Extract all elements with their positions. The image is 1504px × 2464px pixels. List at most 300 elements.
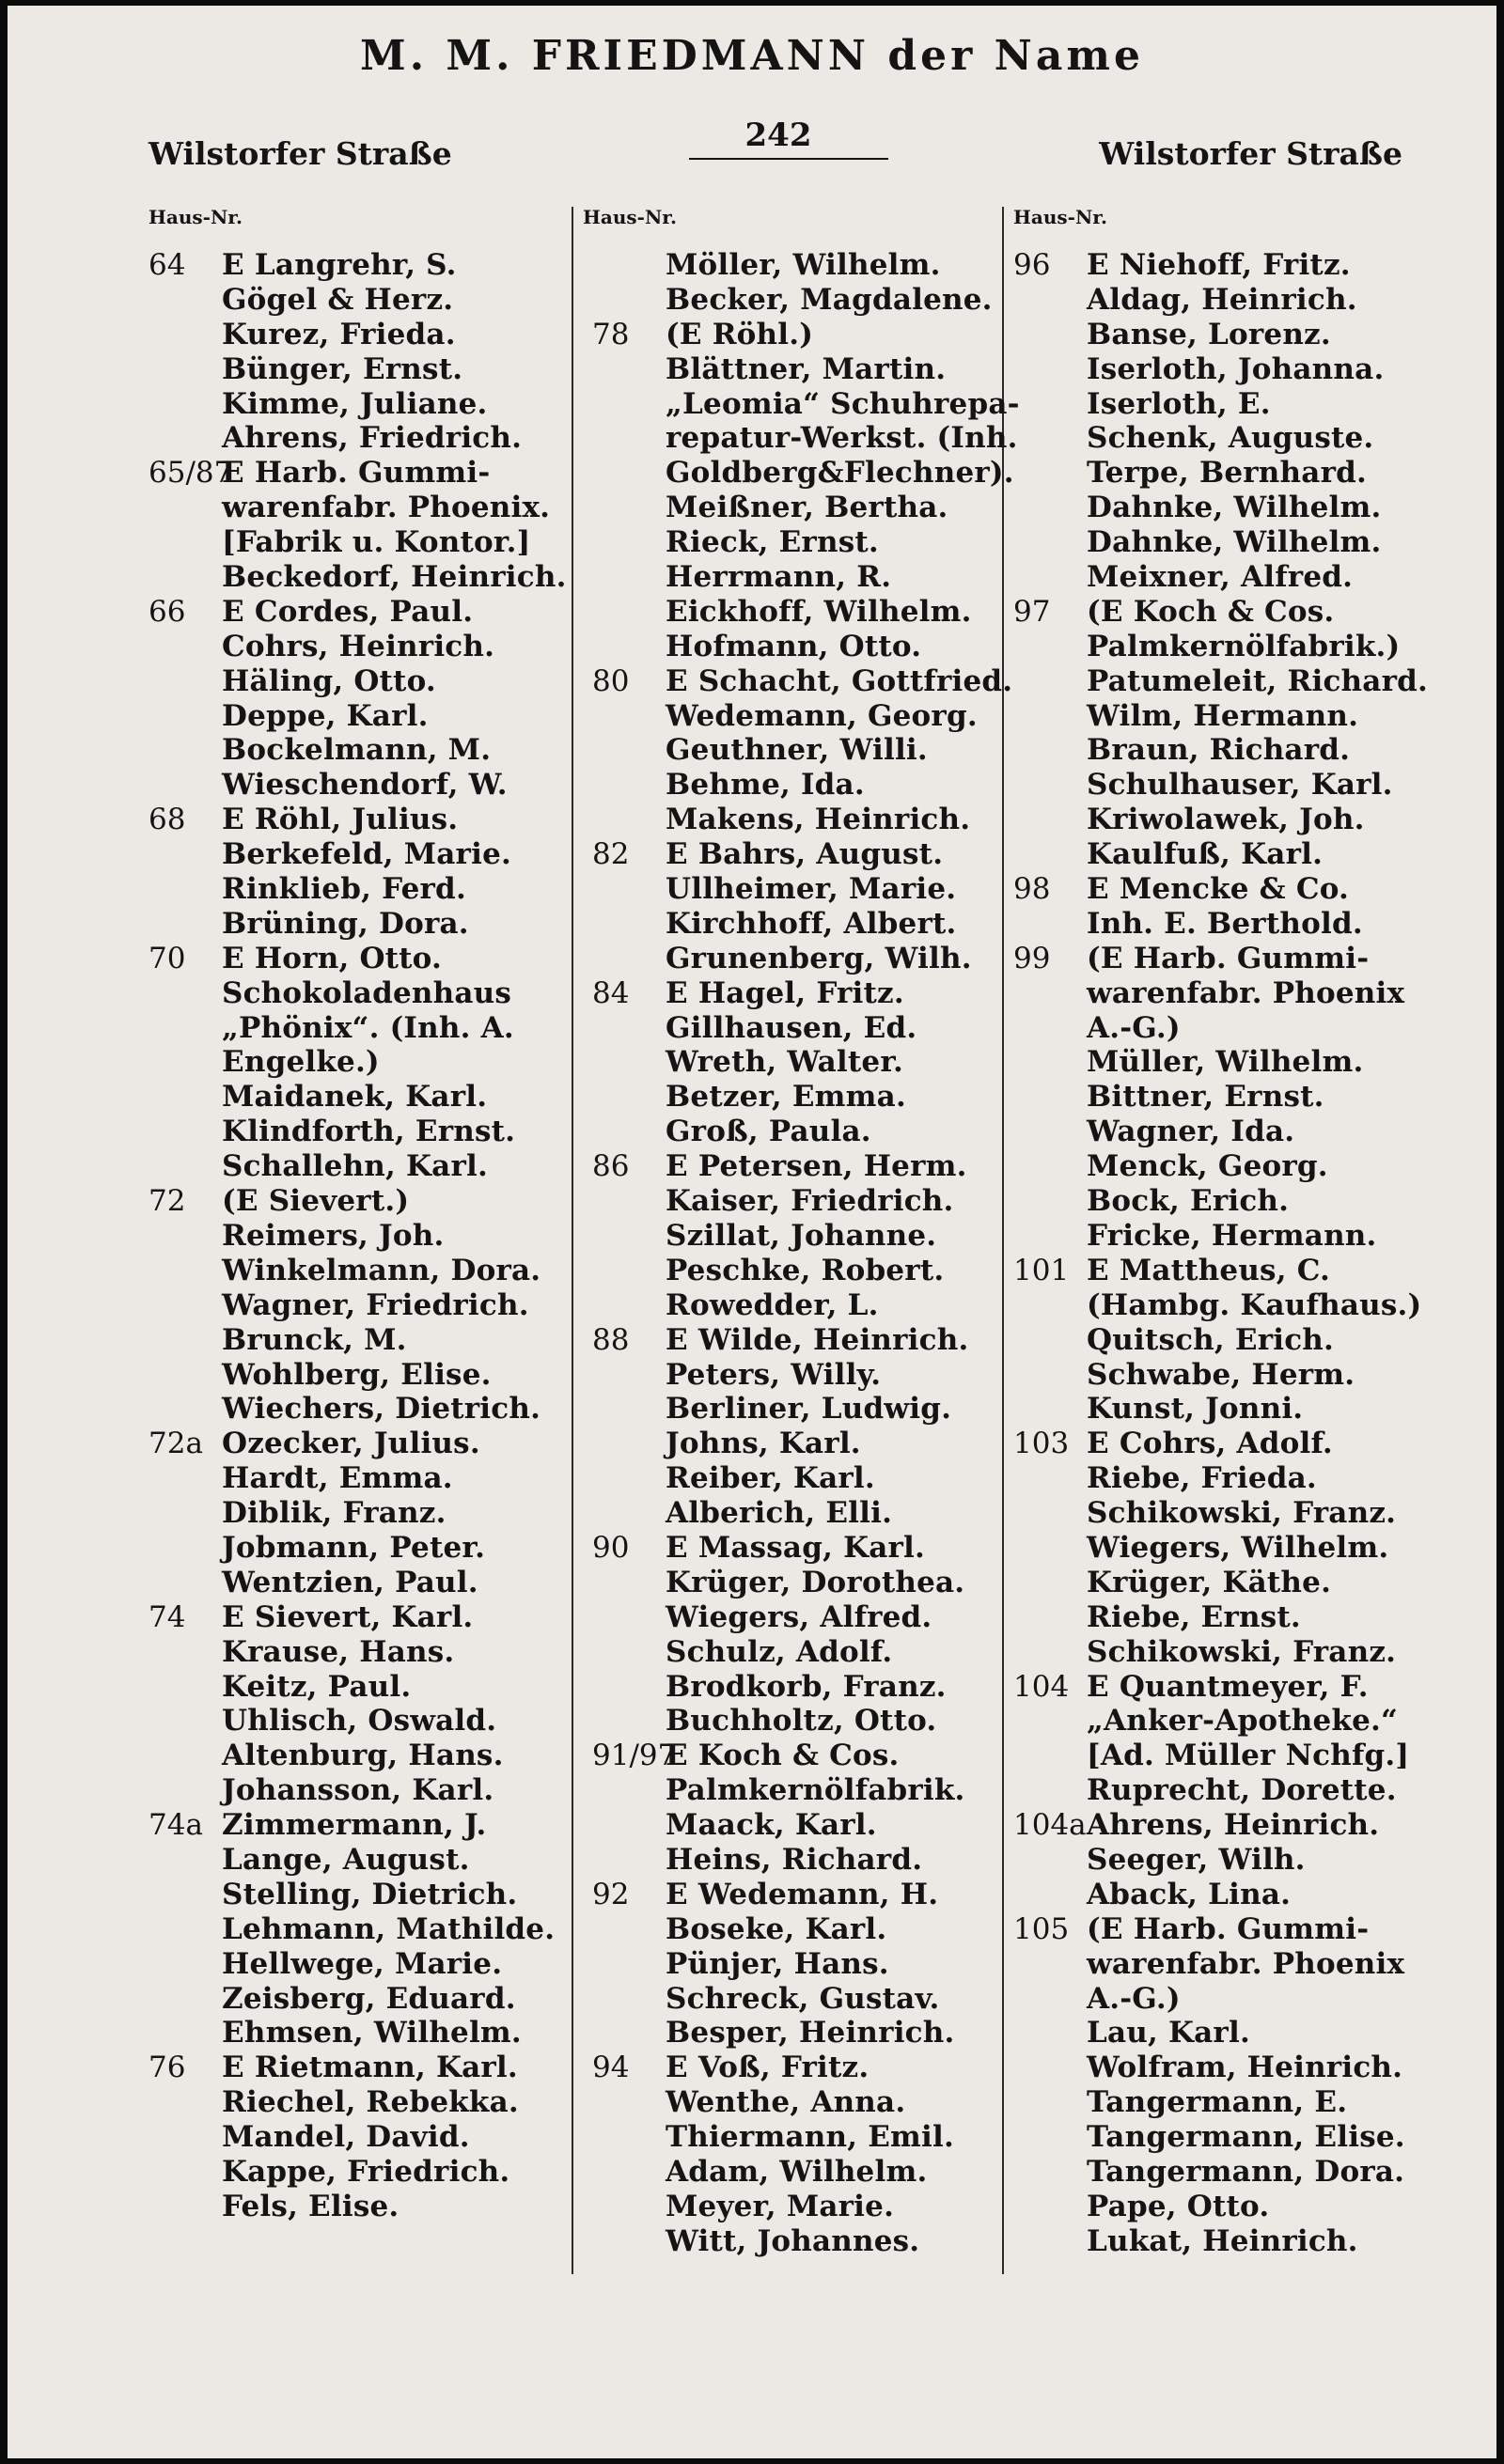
resident-name: Rieck, Ernst.	[666, 525, 879, 560]
directory-entry	[149, 1704, 567, 1739]
house-number: 96	[1013, 248, 1051, 282]
resident-name: Wiegers, Wilhelm.	[1087, 1530, 1389, 1565]
resident-name: Meißner, Bertha.	[666, 491, 948, 525]
directory-entry	[1013, 1358, 1493, 1393]
directory-entry	[592, 768, 996, 803]
resident-name: Quitsch, Erich.	[1087, 1322, 1335, 1357]
resident-name: Aback, Lina.	[1087, 1877, 1292, 1911]
resident-name: Kaiser, Friedrich.	[666, 1184, 954, 1219]
directory-entry	[149, 283, 567, 318]
resident-name: Gögel & Herz.	[222, 282, 454, 317]
resident-name: Beckedorf, Heinrich.	[222, 560, 567, 595]
resident-name: Schulz, Adolf.	[666, 1634, 893, 1669]
resident-name: Boseke, Karl.	[666, 1911, 887, 1946]
directory-entry	[1013, 1149, 1493, 1184]
resident-name: Grunenberg, Wilh.	[666, 941, 972, 975]
resident-name: Johansson, Karl.	[222, 1773, 494, 1808]
resident-name: Betzer, Emma.	[666, 1080, 906, 1115]
resident-name: Heins, Richard.	[666, 1842, 923, 1877]
resident-name: E Quantmeyer, F.	[1087, 1669, 1369, 1704]
resident-name: Geuthner, Willi.	[666, 733, 928, 768]
resident-name: E Koch & Cos.	[666, 1739, 900, 1773]
directory-entry	[149, 699, 567, 734]
directory-entry	[592, 2120, 996, 2155]
resident-name: Ahrens, Heinrich.	[1087, 1808, 1380, 1843]
resident-name: A.-G.)	[1087, 1010, 1181, 1045]
directory-entry	[149, 2155, 567, 2190]
directory-entry	[592, 907, 996, 942]
house-number: 91/97	[592, 1739, 677, 1773]
resident-name: warenfabr. Phoenix	[1087, 1946, 1405, 1981]
resident-name: warenfabr. Phoenix.	[222, 491, 551, 525]
resident-name: E Bahrs, August.	[666, 837, 944, 872]
directory-entry	[1013, 595, 1493, 630]
house-number: 88	[592, 1322, 630, 1357]
directory-entry	[1013, 318, 1493, 352]
directory-entry	[149, 1080, 567, 1115]
resident-name: Wiechers, Dietrich.	[222, 1392, 541, 1427]
directory-entry	[149, 421, 567, 456]
directory-entry	[592, 2224, 996, 2259]
directory-entry	[592, 1045, 996, 1080]
resident-name: Möller, Wilhelm.	[666, 248, 941, 282]
directory-entry	[149, 2190, 567, 2224]
resident-name: Riebe, Ernst.	[1087, 1599, 1301, 1634]
house-number: 66	[149, 594, 186, 629]
resident-name: Witt, Johannes.	[666, 2223, 920, 2258]
resident-name: E Langrehr, S.	[222, 248, 457, 282]
running-head-left: Wilstorfer Straße	[149, 135, 452, 172]
house-number: 72a	[149, 1427, 203, 1461]
directory-entry	[592, 2051, 996, 2085]
resident-name: Schenk, Auguste.	[1087, 421, 1374, 456]
directory-entry	[149, 1739, 567, 1773]
resident-name: Uhlisch, Oswald.	[222, 1704, 497, 1739]
resident-name: Schulhauser, Karl.	[1087, 768, 1393, 803]
directory-entry	[1013, 1670, 1493, 1705]
resident-name: Braun, Richard.	[1087, 733, 1351, 768]
house-number: 74a	[149, 1808, 203, 1843]
directory-entry	[1013, 2155, 1493, 2190]
house-number: 68	[149, 803, 186, 837]
resident-name: A.-G.)	[1087, 1981, 1181, 2016]
resident-name: Diblik, Franz.	[222, 1496, 446, 1531]
resident-name: Brodkorb, Franz.	[666, 1669, 947, 1704]
directory-entry	[1013, 1496, 1493, 1531]
house-number: 103	[1013, 1427, 1070, 1461]
directory-entry	[592, 1288, 996, 1323]
resident-name: Häling, Otto.	[222, 663, 436, 698]
resident-name: Riebe, Frieda.	[1087, 1461, 1317, 1496]
house-number: 101	[1013, 1253, 1070, 1287]
resident-name: Riechel, Rebekka.	[222, 2085, 519, 2120]
directory-entry	[1013, 1427, 1493, 1461]
directory-entry	[592, 456, 1014, 491]
directory-entry	[1013, 1392, 1493, 1427]
directory-entry	[149, 2016, 567, 2051]
directory-entry	[592, 1219, 996, 1254]
resident-name: Meixner, Alfred.	[1087, 560, 1354, 595]
resident-name: Wagner, Friedrich.	[222, 1287, 529, 1322]
directory-entry	[149, 318, 567, 352]
resident-name: Ozecker, Julius.	[222, 1427, 480, 1461]
resident-name: Cohrs, Heinrich.	[222, 629, 495, 663]
resident-name: E Cordes, Paul.	[222, 594, 474, 629]
directory-entry	[1013, 1635, 1493, 1670]
directory-entry	[1013, 2051, 1493, 2085]
directory-entry	[149, 456, 567, 491]
resident-name: Krüger, Dorothea.	[666, 1565, 965, 1599]
resident-name: Ahrens, Friedrich.	[222, 421, 523, 456]
directory-entry	[592, 1358, 996, 1393]
resident-name: Wolfram, Heinrich.	[1087, 2051, 1403, 2085]
house-number: 105	[1013, 1911, 1070, 1946]
house-number: 70	[149, 941, 186, 975]
resident-name: Inh. E. Berthold.	[1087, 906, 1363, 941]
resident-name: (E Röhl.)	[666, 317, 814, 351]
directory-entry	[1013, 1011, 1493, 1046]
house-number: 104	[1013, 1669, 1070, 1704]
directory-entry	[149, 1045, 567, 1080]
directory-entry	[149, 1149, 567, 1184]
resident-name: Ruprecht, Dorette.	[1087, 1773, 1397, 1808]
directory-entry	[149, 1219, 567, 1254]
resident-name: Tangermann, Elise.	[1087, 2120, 1405, 2155]
resident-name: „Phönix“. (Inh. A.	[222, 1010, 514, 1045]
directory-entry	[592, 595, 996, 630]
directory-entry	[592, 352, 996, 387]
resident-name: E Hagel, Fritz.	[666, 975, 904, 1010]
directory-entry	[1013, 768, 1493, 803]
directory-entry	[1013, 1461, 1493, 1496]
resident-name: [Fabrik u. Kontor.]	[222, 525, 531, 560]
directory-entry	[149, 560, 567, 595]
directory-entry	[592, 1392, 996, 1427]
directory-entry	[149, 837, 567, 872]
house-number: 72	[149, 1184, 186, 1219]
resident-name: Wedemann, Georg.	[666, 698, 978, 733]
resident-name: Klindforth, Ernst.	[222, 1115, 516, 1149]
resident-name: Berkefeld, Marie.	[222, 837, 511, 872]
directory-entry	[149, 1288, 567, 1323]
resident-name: Dahnke, Wilhelm.	[1087, 525, 1382, 560]
directory-entry	[149, 1427, 567, 1461]
resident-name: Keitz, Paul.	[222, 1669, 412, 1704]
resident-name: Kappe, Friedrich.	[222, 2154, 510, 2189]
resident-name: Goldberg&Flechner).	[666, 456, 1014, 491]
resident-name: Meyer, Marie.	[666, 2189, 895, 2223]
directory-entry	[149, 1323, 567, 1358]
directory-entry	[1013, 942, 1493, 976]
directory-entry	[1013, 733, 1493, 768]
resident-name: Zimmermann, J.	[222, 1808, 487, 1843]
directory-entry	[1013, 1184, 1493, 1219]
resident-name: Groß, Paula.	[666, 1115, 871, 1149]
directory-entry	[149, 733, 567, 768]
directory-entry	[149, 1531, 567, 1566]
resident-name: Schallehn, Karl.	[222, 1149, 488, 1184]
resident-name: Bock, Erich.	[1087, 1184, 1290, 1219]
resident-name: Maack, Karl.	[666, 1808, 877, 1843]
directory-entry	[149, 387, 567, 422]
resident-name: (Hambg. Kaufhaus.)	[1087, 1287, 1422, 1322]
directory-entry	[149, 664, 567, 699]
directory-page	[8, 6, 1496, 2458]
resident-name: Kunst, Jonni.	[1087, 1392, 1304, 1427]
directory-entry	[149, 1982, 567, 2017]
resident-name: Krüger, Käthe.	[1087, 1565, 1332, 1599]
resident-name: E Petersen, Herm.	[666, 1149, 967, 1184]
directory-entry	[592, 1773, 996, 1808]
directory-entry	[1013, 1947, 1493, 1982]
resident-name: Ehmsen, Wilhelm.	[222, 2016, 522, 2051]
directory-entry	[592, 386, 1020, 422]
directory-entry	[592, 803, 996, 837]
directory-entry	[149, 1635, 567, 1670]
directory-entry	[149, 1184, 567, 1219]
resident-name: Bünger, Ernst.	[222, 351, 463, 386]
directory-entry	[149, 491, 567, 525]
house-number: 82	[592, 837, 630, 872]
column-header: Haus-Nr.	[1013, 206, 1107, 228]
resident-name: Ullheimer, Marie.	[666, 872, 957, 907]
directory-entry	[1013, 2085, 1493, 2120]
resident-name: Alberich, Elli.	[666, 1496, 893, 1531]
resident-name: E Mencke & Co.	[1087, 872, 1350, 907]
resident-name: E Wilde, Heinrich.	[666, 1322, 969, 1357]
directory-entry	[592, 1912, 996, 1947]
directory-entry	[1013, 907, 1493, 942]
resident-name: Hardt, Emma.	[222, 1461, 453, 1496]
house-number: 94	[592, 2051, 630, 2085]
column-left	[149, 248, 567, 2224]
directory-entry	[1013, 630, 1493, 664]
directory-entry	[1013, 456, 1493, 491]
directory-entry	[1013, 2224, 1493, 2259]
directory-entry	[592, 1947, 996, 1982]
directory-entry	[149, 1600, 567, 1635]
house-number: 78	[592, 317, 630, 351]
resident-name: Aldag, Heinrich.	[1087, 282, 1357, 317]
resident-name: Schikowski, Franz.	[1087, 1496, 1397, 1531]
resident-name: E Massag, Karl.	[666, 1530, 926, 1565]
resident-name: Brüning, Dora.	[222, 906, 469, 941]
directory-entry	[592, 1670, 996, 1705]
resident-name: Seeger, Wilh.	[1087, 1842, 1306, 1877]
directory-entry	[149, 1773, 567, 1808]
resident-name: Herrmann, R.	[666, 560, 892, 595]
resident-name: Kirchhoff, Albert.	[666, 906, 957, 941]
directory-entry	[592, 1080, 996, 1115]
resident-name: Adam, Wilhelm.	[666, 2154, 928, 2189]
directory-entry	[592, 421, 1018, 456]
resident-name: [Ad. Müller Nchfg.]	[1087, 1739, 1410, 1773]
resident-name: Kurez, Frieda.	[222, 317, 456, 351]
directory-entry	[149, 1912, 567, 1947]
resident-name: Winkelmann, Dora.	[222, 1253, 541, 1287]
directory-entry	[149, 2120, 567, 2155]
running-head-right: Wilstorfer Straße	[1099, 135, 1402, 172]
house-number: 90	[592, 1530, 630, 1565]
directory-entry	[149, 872, 567, 907]
directory-entry	[1013, 1323, 1493, 1358]
directory-entry	[149, 768, 567, 803]
house-number: 76	[149, 2051, 186, 2085]
directory-entry	[1013, 1773, 1493, 1808]
directory-entry	[592, 1323, 996, 1358]
resident-name: warenfabr. Phoenix	[1087, 975, 1405, 1010]
resident-name: Buchholtz, Otto.	[666, 1704, 937, 1739]
directory-entry	[1013, 1808, 1493, 1843]
resident-name: Hofmann, Otto.	[666, 629, 922, 663]
resident-name: E Schacht, Gottfried.	[666, 663, 1013, 698]
directory-entry	[592, 1149, 996, 1184]
directory-entry	[149, 1808, 567, 1843]
resident-name: Pünjer, Hans.	[666, 1946, 889, 1981]
directory-entry	[592, 1600, 996, 1635]
resident-name: Kaulfuß, Karl.	[1087, 837, 1324, 872]
directory-entry	[149, 595, 567, 630]
resident-name: Banse, Lorenz.	[1087, 317, 1331, 351]
directory-entry	[592, 1461, 996, 1496]
resident-name: Kimme, Juliane.	[222, 386, 488, 421]
directory-entry	[1013, 1115, 1493, 1149]
directory-entry	[1013, 421, 1493, 456]
directory-entry	[592, 1427, 996, 1461]
house-number: 80	[592, 663, 630, 698]
directory-entry	[1013, 283, 1493, 318]
directory-entry	[149, 1254, 567, 1288]
directory-entry	[1013, 1982, 1493, 2017]
resident-name: Palmkernölfabrik.	[666, 1773, 965, 1808]
resident-name: Schreck, Gustav.	[666, 1981, 940, 2016]
resident-name: Wagner, Ida.	[1087, 1115, 1295, 1149]
resident-name: Rinklieb, Ferd.	[222, 872, 466, 907]
directory-entry	[592, 1982, 996, 2017]
resident-name: (E Sievert.)	[222, 1184, 410, 1219]
resident-name: Zeisberg, Eduard.	[222, 1981, 516, 2016]
resident-name: Iserloth, E.	[1087, 386, 1271, 421]
directory-entry	[1013, 1704, 1493, 1739]
directory-entry	[592, 733, 996, 768]
directory-entry	[1013, 352, 1493, 387]
directory-entry	[1013, 976, 1493, 1011]
resident-name: (E Koch & Cos.	[1087, 594, 1335, 629]
directory-entry	[149, 942, 567, 976]
column-header: Haus-Nr.	[583, 206, 677, 228]
directory-entry	[149, 352, 567, 387]
resident-name: Iserloth, Johanna.	[1087, 351, 1385, 386]
directory-entry	[149, 1496, 567, 1531]
directory-entry	[592, 1704, 996, 1739]
resident-name: Patumeleit, Richard.	[1087, 663, 1428, 698]
directory-entry	[592, 630, 996, 664]
directory-entry	[592, 283, 996, 318]
resident-name: Lukat, Heinrich.	[1087, 2223, 1358, 2258]
directory-entry	[1013, 2190, 1493, 2224]
resident-name: Thiermann, Emil.	[666, 2120, 954, 2155]
resident-name: E Mattheus, C.	[1087, 1253, 1331, 1287]
directory-entry	[592, 1531, 996, 1566]
directory-entry	[1013, 664, 1493, 699]
page-number: 242	[744, 117, 812, 154]
directory-entry	[592, 699, 996, 734]
resident-name: Rowedder, L.	[666, 1287, 879, 1322]
directory-entry	[149, 1011, 567, 1046]
directory-entry	[592, 1011, 996, 1046]
directory-entry	[1013, 803, 1493, 837]
column-divider	[1002, 207, 1004, 2274]
resident-name: Tangermann, E.	[1087, 2085, 1348, 2120]
directory-entry	[149, 1115, 567, 1149]
resident-name: Menck, Georg.	[1087, 1149, 1328, 1184]
directory-entry	[592, 1566, 996, 1600]
directory-entry	[592, 976, 996, 1011]
resident-name: Bittner, Ernst.	[1087, 1080, 1324, 1115]
directory-entry	[592, 837, 996, 872]
directory-entry	[149, 1843, 567, 1878]
directory-entry	[149, 803, 567, 837]
column-right	[1013, 248, 1493, 2259]
directory-entry	[592, 2016, 996, 2051]
directory-entry	[149, 1947, 567, 1982]
directory-entry	[149, 248, 567, 283]
house-number: 65/87	[149, 456, 233, 491]
resident-name: Peters, Willy.	[666, 1357, 882, 1392]
house-number: 104a	[1013, 1808, 1087, 1843]
directory-entry	[1013, 1080, 1493, 1115]
directory-entry	[1013, 1045, 1493, 1080]
resident-name: Altenburg, Hans.	[222, 1739, 504, 1773]
resident-name: (E Harb. Gummi-	[1087, 941, 1370, 975]
directory-entry	[592, 318, 996, 352]
resident-name: Hellwege, Marie.	[222, 1946, 503, 1981]
directory-entry	[592, 872, 996, 907]
resident-name: E Rietmann, Karl.	[222, 2051, 518, 2085]
column-middle	[592, 248, 1020, 2259]
resident-name: Johns, Karl.	[666, 1427, 861, 1461]
resident-name: E Röhl, Julius.	[222, 803, 459, 837]
resident-name: Müller, Wilhelm.	[1087, 1045, 1364, 1080]
resident-name: Lange, August.	[222, 1842, 470, 1877]
directory-entry	[1013, 387, 1493, 422]
resident-name: Wieschendorf, W.	[222, 768, 508, 803]
directory-entry	[592, 1635, 996, 1670]
house-number: 99	[1013, 941, 1051, 975]
resident-name: E Wedemann, H.	[666, 1877, 939, 1911]
resident-name: Wenthe, Anna.	[666, 2085, 906, 2120]
house-number: 74	[149, 1599, 186, 1634]
directory-entry	[1013, 1531, 1493, 1566]
directory-entry	[592, 1254, 996, 1288]
directory-entry	[592, 1878, 996, 1912]
resident-name: (E Harb. Gummi-	[1087, 1911, 1370, 1946]
house-number: 97	[1013, 594, 1051, 629]
directory-entry	[1013, 1600, 1493, 1635]
resident-name: Bockelmann, M.	[222, 733, 492, 768]
directory-entry	[149, 976, 567, 1011]
resident-name: Schwabe, Herm.	[1087, 1357, 1355, 1392]
resident-name: Schokoladenhaus	[222, 975, 512, 1010]
resident-name: E Cohrs, Adolf.	[1087, 1427, 1333, 1461]
resident-name: Fricke, Hermann.	[1087, 1218, 1377, 1253]
directory-entry	[149, 525, 567, 560]
resident-name: Maidanek, Karl.	[222, 1080, 488, 1115]
directory-entry	[149, 1461, 567, 1496]
resident-name: Peschke, Robert.	[666, 1253, 945, 1287]
resident-name: Engelke.)	[222, 1045, 380, 1080]
directory-entry	[1013, 525, 1493, 560]
